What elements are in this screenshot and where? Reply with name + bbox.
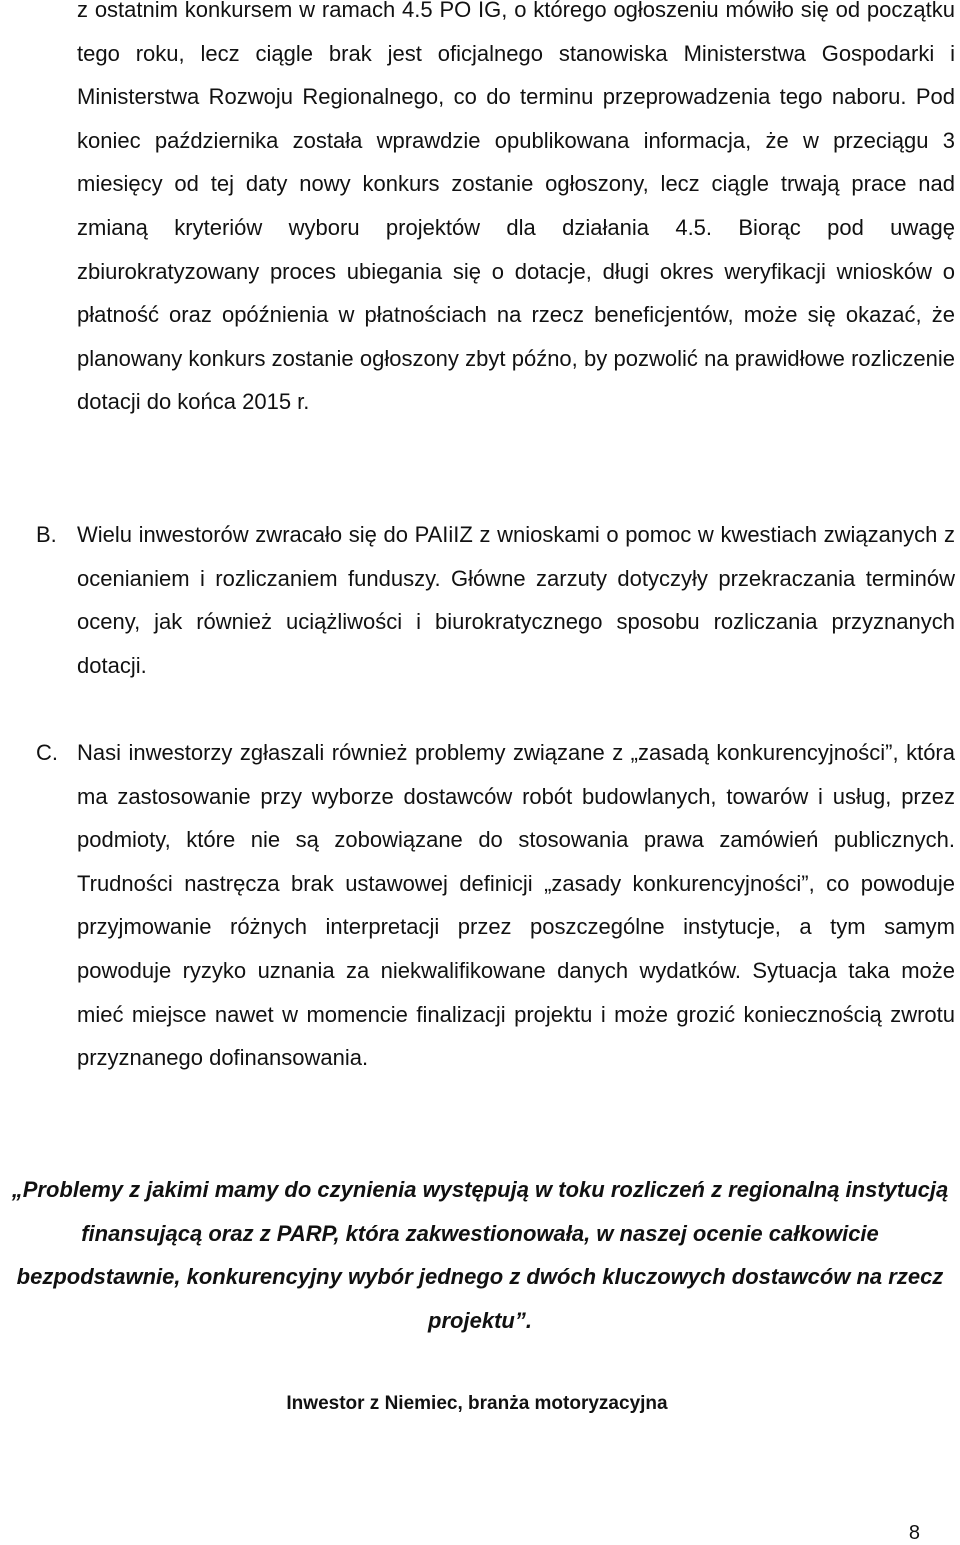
quote-attribution: Inwestor z Niemiec, branża motoryzacyjna bbox=[286, 1393, 668, 1414]
list-item-c bbox=[36, 731, 955, 1080]
list-item-c-text: Nasi inwestorzy zgłaszali również problemy związane z „zasadą konkurencyjności”, która ma zastosowanie przy wyborze dostawców robót budowlanych, towarów i usług, przez podmioty, które nie są zobowiązane do stosowania prawa zamówień publicznych. Trudności nastręcza brak ustawowej definicji „zasady konkurencyjności”, co powoduje przyjmowanie różnych interpretacji przez poszczególne instytucje, a tym samym powoduje ryzyko uznania za niekwalifikowane danych wydatków. Sytuacja taka może mieć miejsce nawet w momencie finalizacji projektu i może grozić koniecznością zwrotu przyznanego dofinansowania. bbox=[77, 740, 955, 1071]
list-marker-b: B. bbox=[36, 522, 57, 547]
investor-quote: „Problemy z jakimi mamy do czynienia występują w toku rozliczeń z regionalną instytucją finansującą oraz z PARP, która zakwestionowała, w naszej ocenie całkowicie bezpodstawnie, konkurencyjny wybór jednego z dwóch kluczowych dostawców na rzecz projektu”. bbox=[11, 1177, 949, 1333]
paragraph-continuation: z ostatnim konkursem w ramach 4.5 PO IG, o którego ogłoszeniu mówiło się od początku tego roku, lecz ciągle brak jest oficjalnego stanowiska Ministerstwa Gospodarki i Ministerstwa Rozwoju Regionalnego, co do terminu przeprowadzenia tego naboru. Pod koniec października została wprawdzie opublikowana informacja, że w przeciągu 3 miesięcy od tej daty nowy konkurs zostanie ogłoszony, lecz ciągle trwają prace nad zmianą kryteriów wyboru projektów dla działania 4.5. Biorąc pod uwagę zbiurokratyzowany proces ubiegania się o dotacje, długi okres weryfikacji wniosków o płatność oraz opóźnienia w płatnościach na rzecz beneficjentów, może się okazać, że planowany konkurs zostanie ogłoszony zbyt późno, by pozwolić na prawidłowe rozliczenie dotacji do końca 2015 r. bbox=[77, 0, 955, 415]
list-item-b bbox=[36, 513, 955, 687]
list-marker-c: C. bbox=[36, 740, 58, 765]
page-number: 8 bbox=[908, 1522, 920, 1544]
list-item-b-text: Wielu inwestorów zwracało się do PAIiIZ z wnioskami o pomoc w kwestiach związanych z ocenianiem i rozliczaniem funduszy. Główne zarzuty dotyczyły przekraczania terminów oceny, jak również uciążliwości i biurokratycznego sposobu rozliczania przyznanych dotacji. bbox=[77, 522, 955, 678]
